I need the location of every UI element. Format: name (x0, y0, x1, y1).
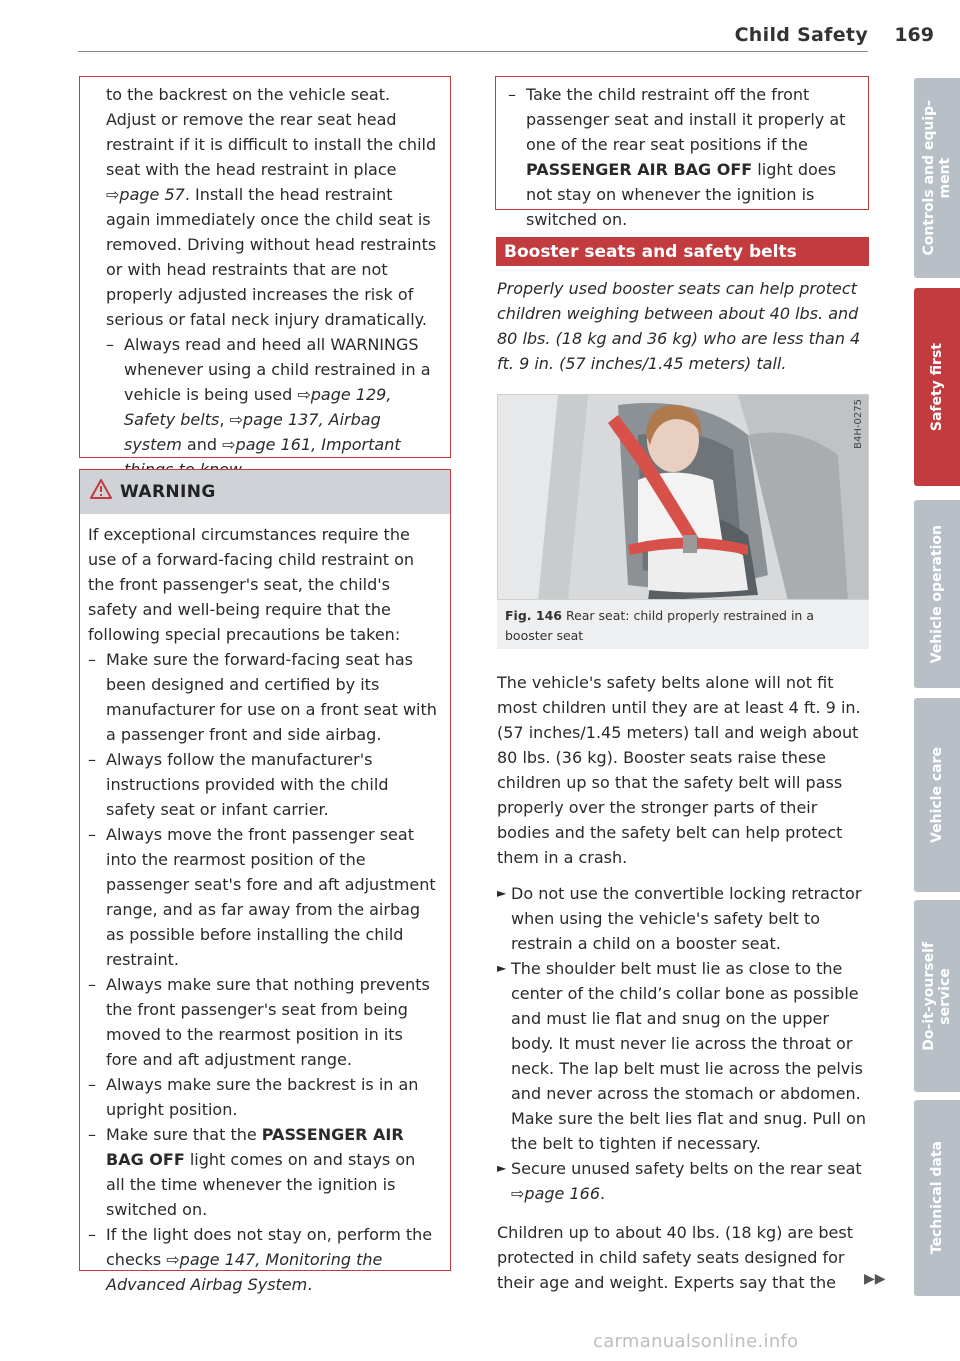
text-run: Take the child restraint off the front passenger seat and install it properly at one of the rear seat positions if the (526, 85, 846, 154)
instruction-text (511, 1159, 862, 1203)
warning-header (80, 470, 450, 514)
list-item (508, 82, 858, 232)
text-run: Make sure the forward-facing seat has been designed and certified by its manufacturer for use on a front seat with a passenger front and side airbag. (106, 650, 437, 744)
text-run: to the backrest on the vehicle seat. Adjust or remove the rear seat head restraint if it is difficult to install the child seat with the head restraint in place (106, 85, 437, 179)
section-heading: Booster seats and safety belts (496, 237, 869, 266)
page-reference[interactable]: ⇨page 166 (511, 1184, 600, 1203)
text-run: and (181, 435, 223, 454)
instruction-text (511, 959, 866, 1153)
chapter-tab-label: Technical data (929, 1141, 945, 1255)
dash-marker: – (508, 85, 516, 104)
text-run: . (307, 1275, 313, 1294)
chapter-tab-2[interactable] (914, 288, 960, 486)
bullet-triangle-icon: ► (497, 1161, 507, 1175)
page-reference[interactable]: ⇨page 57 (106, 185, 185, 204)
dash-marker: – (88, 1125, 96, 1144)
caption-label: Fig. 146 (505, 608, 562, 623)
bullet-triangle-icon: ► (497, 961, 507, 975)
warning-list-item (88, 972, 438, 1072)
chapter-tab-1[interactable] (914, 78, 960, 278)
watermark: carmanualsonline.info (593, 1331, 799, 1352)
text-run: light does not stay on whenever the ignition is switched on. (526, 160, 836, 229)
chapter-tab-label: Vehicle care (929, 747, 945, 843)
booster-seat-illustration (498, 395, 869, 600)
list-item-text (106, 1075, 418, 1119)
text-run: . Install the head restraint again immediately once the child seat is removed. Driving without head restraints or with head restraints that are not properly adjusted increases the risk of serious or fatal neck injury dramatically. (106, 185, 437, 329)
warning-box (79, 469, 451, 1294)
header-rule (78, 51, 868, 52)
page-reference[interactable]: ⇨page 147, Monitoring the Advanced Airbag System (106, 1250, 383, 1294)
list-item-text (106, 750, 388, 819)
body-paragraph: Children up to about 40 lbs. (18 kg) are best protected in child safety seats designed for their age and weight. Experts say that the (497, 1223, 853, 1292)
emphasis-text: PASSENGER AIR BAG OFF (526, 160, 753, 179)
warning-intro: If exceptional circumstances require the use of a forward-facing child restraint on the front passenger's seat, the child's safety and well-being require that the following special precautions be taken: (88, 525, 414, 644)
text-run: If the light does not stay on, perform the checks (106, 1225, 433, 1269)
chapter-tab-6[interactable] (914, 1100, 960, 1296)
instruction-item (497, 956, 869, 1156)
chapter-tab-4[interactable] (914, 698, 960, 892)
warning-triangle-icon (90, 479, 112, 506)
warning-list-item (88, 822, 438, 972)
instruction-item (497, 881, 869, 956)
text-run: Do not use the convertible locking retractor when using the vehicle's safety belt to restrain a child on a booster seat. (511, 884, 862, 953)
chapter-tab-label: Vehicle operation (929, 524, 945, 664)
text-run: Always follow the manufacturer's instructions provided with the child safety seat or infant carrier. (106, 750, 389, 819)
text-run: Always make sure the backrest is in an upright position. (106, 1075, 419, 1119)
list-item-text (106, 650, 437, 744)
chapter-tab-label: Safety first (929, 342, 945, 432)
dash-marker: – (88, 975, 96, 994)
page-reference[interactable]: ⇨page 129, Safety belts (124, 385, 392, 429)
warning-list-item (88, 1122, 438, 1222)
page-number: 169 (894, 24, 934, 46)
instruction-text (511, 884, 861, 953)
continue-arrow-icon: ▶▶ (864, 1271, 886, 1287)
text-run: Always read and heed all WARNINGS whenever using a child restrained in a vehicle is being used (124, 335, 431, 404)
list-item (106, 332, 438, 482)
list-item-text (106, 1225, 432, 1294)
emphasis-text: PASSENGER AIR BAG OFF (106, 1125, 404, 1169)
list-item-text (526, 85, 845, 229)
chapter-tab-label: Controls and equip- ment (921, 100, 953, 256)
continuation-box-right (495, 76, 869, 229)
text-run: Always move the front passenger seat into the rearmost position of the passenger seat's fore and aft adjustment range, and as far away from the airbag as possible before installing the child restraint. (106, 825, 436, 969)
text-run: , (219, 410, 230, 429)
list-item-text (124, 335, 431, 479)
chapter-tab-3[interactable] (914, 500, 960, 688)
dash-marker: – (88, 1225, 96, 1244)
instruction-item (497, 1156, 869, 1206)
dash-marker: – (88, 750, 96, 769)
list-item-text (106, 975, 430, 1069)
list-item-text (106, 1125, 415, 1219)
text-run: Always make sure that nothing prevents the front passenger's seat from being moved to the rearmost position in its fore and aft adjustment range. (106, 975, 430, 1069)
text-run: light comes on and stays on all the time whenever the ignition is switched on. (106, 1150, 416, 1219)
dash-marker: – (88, 650, 96, 669)
continuation-paragraph (106, 82, 438, 332)
page-reference[interactable]: ⇨page 137, Airbag system (124, 410, 381, 454)
page-header-title: Child Safety (734, 24, 868, 46)
dash-marker: – (106, 335, 114, 354)
text-run: . (600, 1184, 606, 1203)
instruction-list (497, 881, 869, 1206)
warning-title: WARNING (120, 481, 216, 502)
warning-list-item (88, 1222, 438, 1297)
warning-list-item (88, 647, 438, 747)
text-run: Make sure that the (106, 1125, 262, 1144)
figure-caption (497, 600, 869, 649)
figure-booster-seat-illustration (497, 394, 869, 600)
bullet-triangle-icon: ► (497, 886, 507, 900)
text-run: The shoulder belt must lie as close to the center of the child’s collar bone as possible and must lie flat and snug on the upper body. It must never lie across the throat or neck. The lap belt must lie across the pelvis and never across the stomach or abdomen. Make sure the belt lies flat and snug. Pull on the belt to tighten if necessary. (511, 959, 866, 1153)
warning-list-item (88, 747, 438, 822)
body-paragraph: The vehicle's safety belts alone will not fit most children until they are at least 4 ft. 9 in. (57 inches/1.45 meters) tall and weigh about 80 lbs. (36 kg). Booster seats raise these children up so that the safety belt will pass properly over the stronger parts of their bodies and the safety belt can help protect them in a crash. (497, 673, 861, 867)
caption-text: Rear seat: child properly restrained in a booster seat (505, 608, 814, 643)
page-reference[interactable]: ⇨page 161, Important (222, 435, 401, 454)
section-intro: Properly used booster seats can help protect children weighing between about 40 lbs. and 80 lbs. (18 kg and 36 kg) who are less than 4 ft. 9 in. (57 inches/1.45 meters) tall. (497, 279, 861, 373)
chapter-tab-5[interactable] (914, 900, 960, 1092)
warning-list-item (88, 1072, 438, 1122)
dash-marker: – (88, 825, 96, 844)
figure-id: B4H-0275 (853, 399, 864, 449)
warning-list (88, 647, 438, 1297)
dash-marker: – (88, 1075, 96, 1094)
chapter-tab-label: Do-it-yourself service (921, 941, 953, 1051)
list-item-text (106, 825, 436, 969)
continuation-box (79, 76, 451, 458)
text-run: Secure unused safety belts on the rear seat (511, 1159, 862, 1178)
